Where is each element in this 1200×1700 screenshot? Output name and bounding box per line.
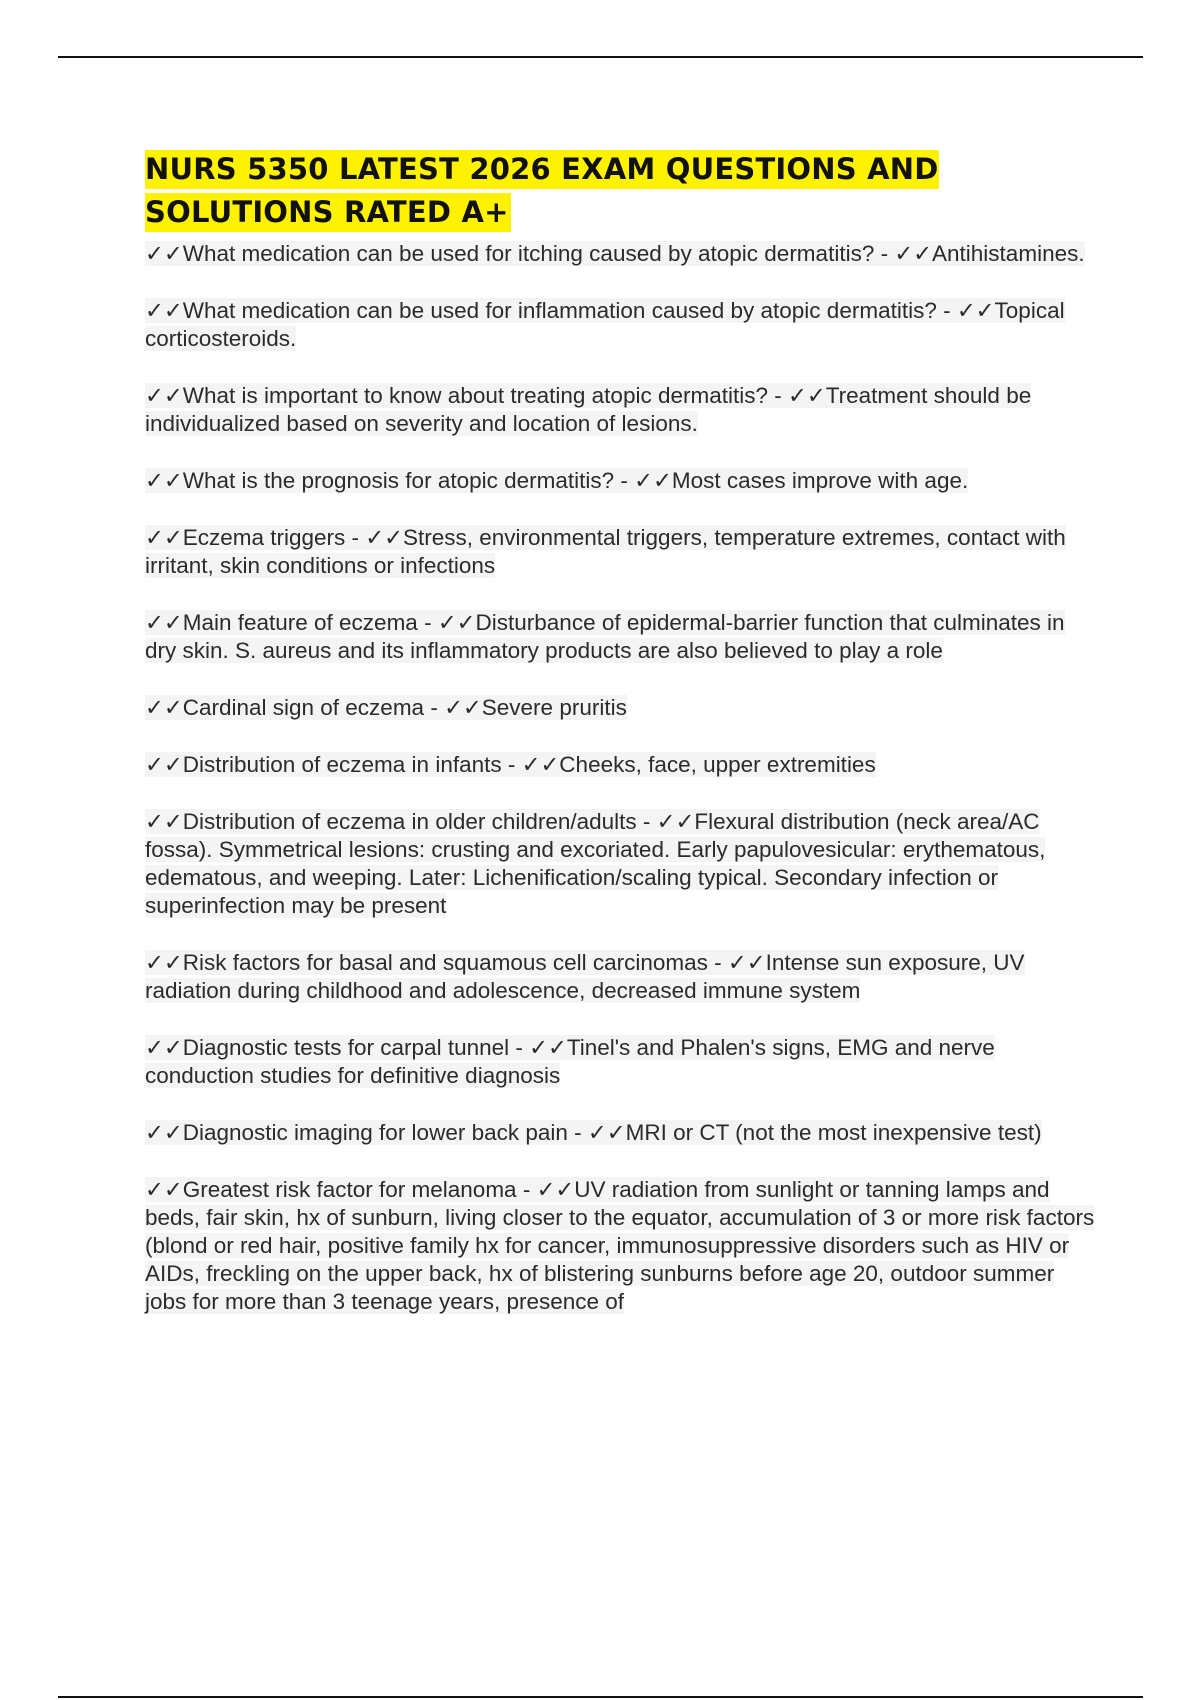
qa-entry: ✓✓What medication can be used for inflammation caused by atopic dermatitis? - ✓✓Topical corticosteroids. (145, 298, 1065, 351)
qa-entry: ✓✓Distribution of eczema in infants - ✓✓Cheeks, face, upper extremities (145, 752, 876, 777)
qa-entry: ✓✓Eczema triggers - ✓✓Stress, environmental triggers, temperature extremes, contact with irritant, skin conditions or infections (145, 525, 1066, 578)
header-rule (58, 56, 1143, 58)
qa-entry: ✓✓Greatest risk factor for melanoma - ✓✓UV radiation from sunlight or tanning lamps and beds, fair skin, hx of sunburn, living closer to the equator, accumulation of 3 or more risk factors (blond or red hair, positive family hx for cancer, immunosuppressive disorders such as HIV or AIDs, freckling on the upper back, hx of blistering sunburns before age 20, outdoor summer jobs for more than 3 teenage years, presence of (145, 1177, 1095, 1314)
qa-entry: ✓✓What medication can be used for itching caused by atopic dermatitis? - ✓✓Antihistamines. (145, 241, 1085, 266)
qa-entry: ✓✓Risk factors for basal and squamous cell carcinomas - ✓✓Intense sun exposure, UV radiation during childhood and adolescence, decreased immune system (145, 950, 1025, 1003)
qa-entry: ✓✓Diagnostic imaging for lower back pain - ✓✓MRI or CT (not the most inexpensive test) (145, 1120, 1042, 1145)
qa-entry: ✓✓Main feature of eczema - ✓✓Disturbance of epidermal-barrier function that culminates in dry skin. S. aureus and its inflammatory products are also believed to play a role (145, 610, 1065, 663)
qa-entry: ✓✓Cardinal sign of eczema - ✓✓Severe pruritis (145, 695, 627, 720)
qa-entry: ✓✓What is the prognosis for atopic dermatitis? - ✓✓Most cases improve with age. (145, 468, 969, 493)
document-body (145, 148, 1095, 1345)
title-highlight: NURS 5350 LATEST 2026 EXAM QUESTIONS AND SOLUTIONS RATED A+ (145, 150, 939, 232)
document-title (145, 148, 1095, 234)
footer-rule (58, 1696, 1143, 1698)
qa-entry: ✓✓Diagnostic tests for carpal tunnel - ✓✓Tinel's and Phalen's signs, EMG and nerve conduction studies for definitive diagnosis (145, 1035, 995, 1088)
qa-entry: ✓✓What is important to know about treating atopic dermatitis? - ✓✓Treatment should be individualized based on severity and location of lesions. (145, 383, 1032, 436)
qa-entry: ✓✓Distribution of eczema in older children/adults - ✓✓Flexural distribution (neck area/AC fossa). Symmetrical lesions: crusting and excoriated. Early papulovesicular: erythematous, edematous, and weeping. Later: Lichenification/scaling typical. Secondary infection or superinfection may be present (145, 809, 1046, 918)
